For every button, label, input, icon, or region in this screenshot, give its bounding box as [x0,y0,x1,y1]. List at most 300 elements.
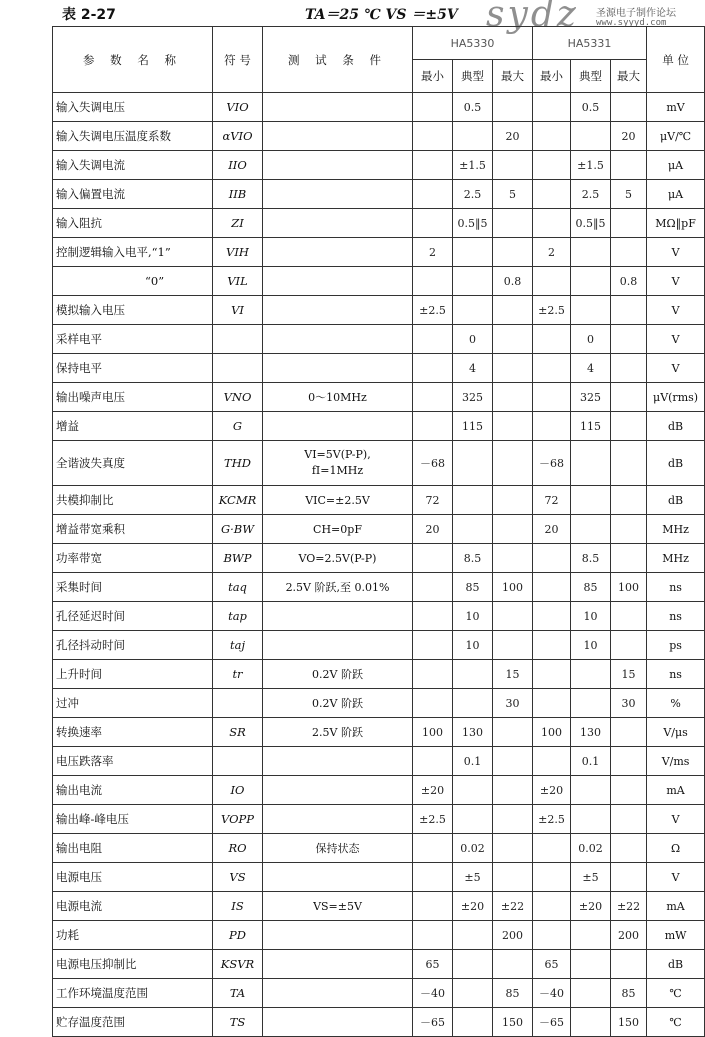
value-min2-cell: 2 [533,238,571,267]
value-typ2-cell: ±1.5 [571,151,611,180]
symbol-cell: TS [213,1008,263,1037]
value-max2-cell: 0.8 [611,267,647,296]
param-name-cell: 工作环境温度范围 [53,979,213,1008]
test-condition-cell: CH=0pF [263,515,413,544]
value-max2-cell [611,631,647,660]
symbol-cell [213,354,263,383]
param-name-cell: 电源电压抑制比 [53,950,213,979]
table-row [53,180,705,209]
value-min1-cell [413,834,453,863]
value-typ2-cell: ±5 [571,863,611,892]
test-condition-cell: 2.5V 阶跃,至 0.01% [263,573,413,602]
value-min1-cell [413,354,453,383]
value-typ2-cell: 0.1 [571,747,611,776]
test-condition-cell: VIC=±2.5V [263,486,413,515]
value-max1-cell [493,486,533,515]
value-min2-cell [533,660,571,689]
col-typ-header: 典型 [453,60,493,93]
value-min1-cell [413,747,453,776]
unit-cell: ns [647,660,705,689]
table-row [53,863,705,892]
test-condition-cell [263,267,413,296]
value-typ2-cell [571,122,611,151]
test-condition-cell [263,151,413,180]
value-typ1-cell: 0.1 [453,747,493,776]
test-condition-cell [263,412,413,441]
table-row [53,979,705,1008]
unit-cell: mV [647,93,705,122]
value-min2-cell [533,834,571,863]
value-max1-cell [493,354,533,383]
symbol-cell: IIO [213,151,263,180]
value-max2-cell: ±22 [611,892,647,921]
table-row [53,689,705,718]
value-typ1-cell [453,441,493,486]
value-min1-cell: －65 [413,1008,453,1037]
test-condition-line-1: VI=5V(P-P), [304,448,371,461]
value-min2-cell [533,267,571,296]
table-row [53,602,705,631]
value-max1-cell [493,776,533,805]
value-typ2-cell [571,1008,611,1037]
value-max2-cell [611,515,647,544]
param-name-cell: 增益 [53,412,213,441]
symbol-cell: VNO [213,383,263,412]
value-min1-cell [413,93,453,122]
symbol-cell: RO [213,834,263,863]
value-max2-cell: 5 [611,180,647,209]
value-min2-cell [533,544,571,573]
param-name-cell: 电源电压 [53,863,213,892]
value-min2-cell [533,747,571,776]
value-typ2-cell [571,979,611,1008]
unit-cell: mA [647,776,705,805]
symbol-cell: THD [213,441,263,486]
symbol-cell: VIO [213,93,263,122]
unit-cell: mW [647,921,705,950]
col-min-header: 最小 [413,60,453,93]
param-name-cell: 输入阻抗 [53,209,213,238]
value-typ1-cell [453,296,493,325]
table-row [53,718,705,747]
value-typ2-cell: 325 [571,383,611,412]
value-min1-cell: 20 [413,515,453,544]
value-typ1-cell: ±20 [453,892,493,921]
value-typ1-cell: 0 [453,325,493,354]
value-typ1-cell [453,921,493,950]
value-min2-cell [533,863,571,892]
unit-cell: % [647,689,705,718]
spec-table-body [53,93,705,1037]
param-name-cell: 增益带宽乘积 [53,515,213,544]
table-row [53,441,705,486]
value-min1-cell [413,180,453,209]
value-max1-cell [493,544,533,573]
value-max1-cell [493,718,533,747]
value-min2-cell [533,151,571,180]
value-min2-cell [533,180,571,209]
param-name-cell: 过冲 [53,689,213,718]
unit-cell: MΩ‖pF [647,209,705,238]
value-max1-cell [493,209,533,238]
value-typ1-cell [453,776,493,805]
value-min2-cell [533,383,571,412]
value-max1-cell: 15 [493,660,533,689]
param-name-cell: 孔径延迟时间 [53,602,213,631]
value-max1-cell [493,238,533,267]
table-row [53,631,705,660]
value-typ1-cell: 0.5‖5 [453,209,493,238]
header-row [53,27,705,60]
table-row [53,209,705,238]
value-min2-cell: 65 [533,950,571,979]
value-min1-cell [413,151,453,180]
value-max1-cell [493,93,533,122]
value-typ2-cell: 0 [571,325,611,354]
param-name-cell: 输入失调电压温度系数 [53,122,213,151]
value-max2-cell [611,544,647,573]
value-min2-cell [533,573,571,602]
value-max2-cell: 20 [611,122,647,151]
param-name-cell: 采集时间 [53,573,213,602]
unit-cell: V [647,238,705,267]
test-condition-cell [263,921,413,950]
value-max1-cell: ±22 [493,892,533,921]
value-max2-cell: 200 [611,921,647,950]
value-typ1-cell [453,950,493,979]
value-typ1-cell: 2.5 [453,180,493,209]
symbol-cell: VOPP [213,805,263,834]
test-condition-heading: TA＝25 ℃ VS ＝±5V [305,7,458,23]
symbol-cell: IO [213,776,263,805]
value-max1-cell: 150 [493,1008,533,1037]
param-name-cell: 孔径抖动时间 [53,631,213,660]
unit-cell: V [647,805,705,834]
value-typ2-cell [571,805,611,834]
value-min1-cell [413,383,453,412]
value-typ2-cell [571,689,611,718]
value-min2-cell [533,209,571,238]
value-min1-cell [413,573,453,602]
col-min2-header: 最小 [533,60,571,93]
param-name-cell: 转换速率 [53,718,213,747]
group-ha5331-header: HA5331 [533,27,647,60]
value-max2-cell: 15 [611,660,647,689]
unit-cell: dB [647,486,705,515]
value-min2-cell: 20 [533,515,571,544]
value-min1-cell: ±2.5 [413,805,453,834]
unit-cell: ℃ [647,1008,705,1037]
value-max2-cell: 100 [611,573,647,602]
value-min2-cell: ±20 [533,776,571,805]
value-max1-cell: 100 [493,573,533,602]
value-max2-cell [611,296,647,325]
table-row [53,573,705,602]
unit-cell: μV/℃ [647,122,705,151]
col-max2-header: 最大 [611,60,647,93]
value-typ1-cell [453,122,493,151]
table-row [53,93,705,122]
value-min1-cell [413,325,453,354]
param-name-cell: 电源电流 [53,892,213,921]
symbol-cell: G [213,412,263,441]
value-typ1-cell [453,979,493,1008]
value-typ1-cell: 85 [453,573,493,602]
value-max2-cell [611,209,647,238]
table-row [53,238,705,267]
table-row [53,296,705,325]
unit-cell: MHz [647,515,705,544]
table-row [53,325,705,354]
value-typ2-cell [571,296,611,325]
value-max1-cell [493,151,533,180]
unit-cell: ℃ [647,979,705,1008]
value-max2-cell [611,805,647,834]
value-min1-cell: 72 [413,486,453,515]
value-typ1-cell: 4 [453,354,493,383]
symbol-cell: PD [213,921,263,950]
value-typ2-cell: 10 [571,602,611,631]
value-min2-cell [533,354,571,383]
table-row [53,515,705,544]
value-typ2-cell: 4 [571,354,611,383]
value-typ2-cell: 0.02 [571,834,611,863]
table-row [53,486,705,515]
value-min2-cell [533,93,571,122]
symbol-cell: IIB [213,180,263,209]
unit-cell: dB [647,441,705,486]
value-min1-cell [413,267,453,296]
test-condition-cell [263,979,413,1008]
symbol-cell [213,325,263,354]
value-min1-cell [413,631,453,660]
symbol-cell: VS [213,863,263,892]
value-typ2-cell: 8.5 [571,544,611,573]
watermark-url: www.syyyd.com [596,18,667,28]
test-condition-cell [263,180,413,209]
param-name-cell: “0” [53,267,213,296]
test-condition-cell [263,296,413,325]
unit-cell: MHz [647,544,705,573]
param-name-cell: 共模抑制比 [53,486,213,515]
value-typ2-cell [571,776,611,805]
table-row [53,151,705,180]
value-max1-cell [493,631,533,660]
test-condition-cell [263,747,413,776]
unit-cell: V [647,863,705,892]
param-name-cell: 输出电阻 [53,834,213,863]
value-max1-cell [493,805,533,834]
value-max1-cell: 0.8 [493,267,533,296]
value-max1-cell [493,515,533,544]
value-typ2-cell: 10 [571,631,611,660]
value-typ2-cell: 0.5‖5 [571,209,611,238]
value-typ1-cell [453,1008,493,1037]
symbol-cell: VIL [213,267,263,296]
value-max2-cell [611,834,647,863]
unit-cell: V/μs [647,718,705,747]
unit-cell: V [647,296,705,325]
value-typ1-cell: 10 [453,602,493,631]
value-min2-cell [533,122,571,151]
value-max2-cell [611,325,647,354]
value-typ1-cell: ±1.5 [453,151,493,180]
param-name-cell: 电压跌落率 [53,747,213,776]
value-min2-cell [533,325,571,354]
col-max-header: 最大 [493,60,533,93]
test-condition-cell [263,325,413,354]
value-min2-cell: －40 [533,979,571,1008]
table-row [53,122,705,151]
value-typ1-cell: 115 [453,412,493,441]
param-name-cell: 输入失调电压 [53,93,213,122]
table-row [53,834,705,863]
value-min2-cell [533,689,571,718]
value-max2-cell [611,950,647,979]
table-number: 表 2-27 [62,7,116,23]
symbol-cell: VI [213,296,263,325]
value-max2-cell: 85 [611,979,647,1008]
param-name-cell: 全谐波失真度 [53,441,213,486]
table-row [53,950,705,979]
value-min1-cell [413,892,453,921]
col-unit-header: 单 位 [647,27,705,93]
param-name-cell: 输入偏置电流 [53,180,213,209]
test-condition-cell [263,950,413,979]
symbol-cell [213,689,263,718]
symbol-cell: tr [213,660,263,689]
value-typ2-cell: 115 [571,412,611,441]
value-min1-cell [413,544,453,573]
value-max1-cell [493,602,533,631]
value-typ2-cell [571,238,611,267]
test-condition-cell [263,441,413,486]
value-typ1-cell [453,805,493,834]
test-condition-cell [263,776,413,805]
value-max1-cell [493,383,533,412]
value-typ1-cell [453,267,493,296]
value-max2-cell [611,412,647,441]
unit-cell: Ω [647,834,705,863]
value-min1-cell [413,863,453,892]
unit-cell: μA [647,180,705,209]
value-typ1-cell [453,486,493,515]
unit-cell: dB [647,950,705,979]
test-condition-cell [263,354,413,383]
param-name-cell: 保持电平 [53,354,213,383]
test-condition-cell [263,93,413,122]
spec-table [52,26,705,1037]
table-row [53,383,705,412]
param-name-cell: 功耗 [53,921,213,950]
value-typ2-cell: 130 [571,718,611,747]
value-min2-cell [533,412,571,441]
value-typ1-cell [453,689,493,718]
value-typ1-cell [453,660,493,689]
value-min1-cell: ±2.5 [413,296,453,325]
value-typ2-cell [571,515,611,544]
symbol-cell: IS [213,892,263,921]
param-name-cell: 输入失调电流 [53,151,213,180]
col-test-header: 测 试 条 件 [263,27,413,93]
unit-cell: μA [647,151,705,180]
value-min2-cell: －68 [533,441,571,486]
param-name-cell: 控制逻辑输入电平,“1” [53,238,213,267]
test-condition-cell: VS=±5V [263,892,413,921]
value-max1-cell: 85 [493,979,533,1008]
param-name-cell: 贮存温度范围 [53,1008,213,1037]
test-condition-cell [263,1008,413,1037]
value-min1-cell [413,689,453,718]
test-condition-cell: 0.2V 阶跃 [263,660,413,689]
symbol-cell: ZI [213,209,263,238]
value-min2-cell [533,602,571,631]
unit-cell: ps [647,631,705,660]
value-max2-cell [611,441,647,486]
table-row [53,354,705,383]
test-condition-cell: 0.2V 阶跃 [263,689,413,718]
unit-cell: mA [647,892,705,921]
value-typ2-cell [571,486,611,515]
value-typ2-cell: 85 [571,573,611,602]
value-max1-cell [493,296,533,325]
symbol-cell: taq [213,573,263,602]
param-name-cell: 输出峰-峰电压 [53,805,213,834]
value-min1-cell: 100 [413,718,453,747]
value-typ1-cell [453,238,493,267]
value-min2-cell: 72 [533,486,571,515]
col-param-header: 参 数 名 称 [53,27,213,93]
value-max2-cell: 30 [611,689,647,718]
table-row [53,267,705,296]
unit-cell: ns [647,602,705,631]
value-min1-cell [413,412,453,441]
param-name-cell: 采样电平 [53,325,213,354]
value-typ2-cell [571,950,611,979]
value-typ1-cell: 0.5 [453,93,493,122]
test-condition-cell [263,238,413,267]
value-max2-cell [611,383,647,412]
value-min1-cell [413,660,453,689]
unit-cell: V [647,354,705,383]
param-name-cell: 功率带宽 [53,544,213,573]
table-row [53,776,705,805]
table-row [53,412,705,441]
unit-cell: μV(rms) [647,383,705,412]
value-max2-cell [611,93,647,122]
param-name-cell: 输出电流 [53,776,213,805]
value-min1-cell [413,602,453,631]
value-typ1-cell: 10 [453,631,493,660]
value-max1-cell: 20 [493,122,533,151]
symbol-cell: VIH [213,238,263,267]
value-min2-cell [533,892,571,921]
value-min2-cell [533,631,571,660]
value-typ1-cell: 325 [453,383,493,412]
value-min1-cell [413,209,453,238]
col-symbol-header: 符 号 [213,27,263,93]
unit-cell: V/ms [647,747,705,776]
value-max2-cell [611,151,647,180]
col-typ2-header: 典型 [571,60,611,93]
value-typ2-cell [571,921,611,950]
value-max2-cell: 150 [611,1008,647,1037]
value-min2-cell: －65 [533,1008,571,1037]
value-max2-cell [611,354,647,383]
value-max1-cell [493,747,533,776]
unit-cell: V [647,267,705,296]
watermark-logo: sydz [486,0,579,35]
